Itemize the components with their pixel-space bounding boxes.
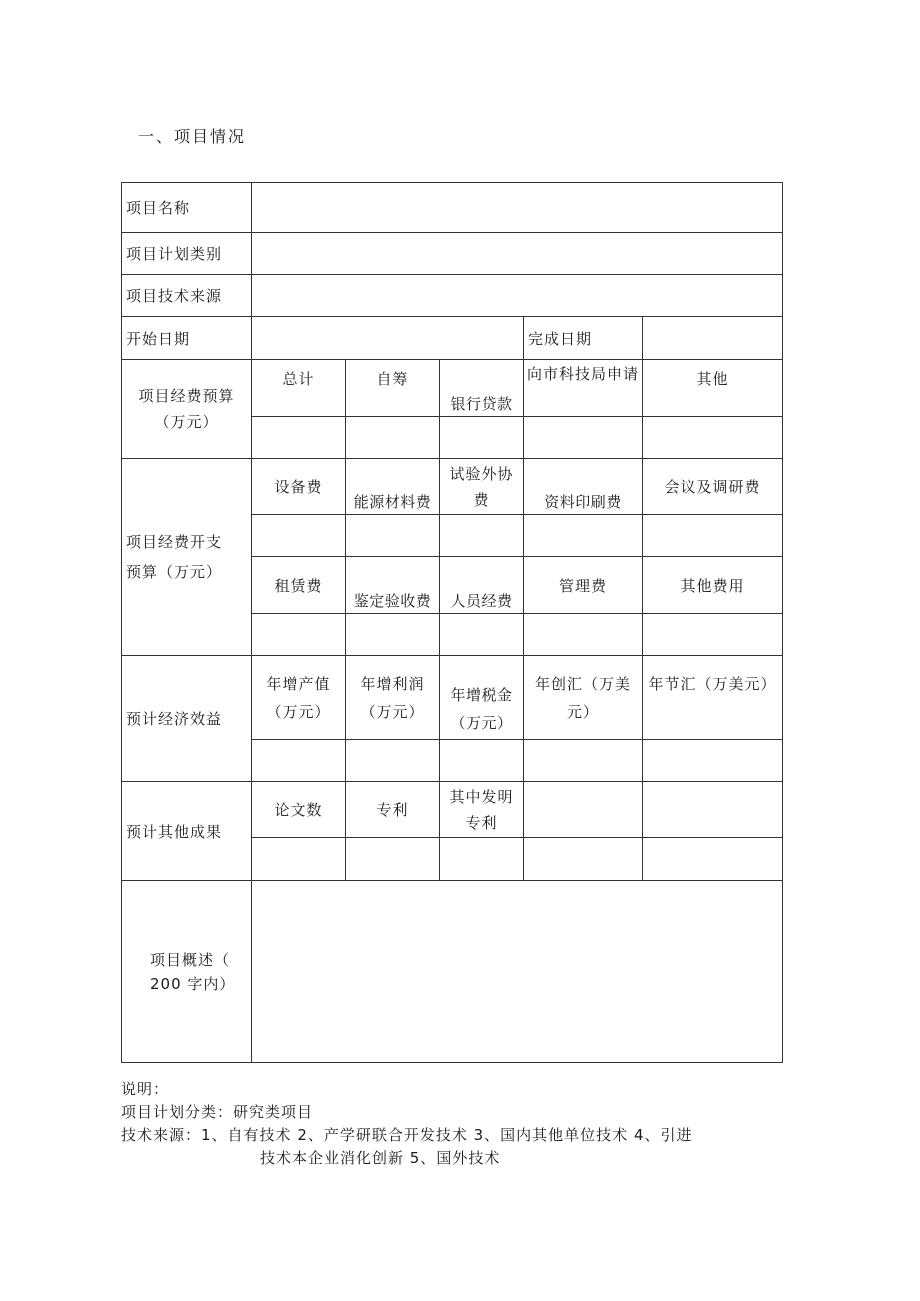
expense-header-meeting: 会议及调研费: [643, 459, 783, 515]
notes-plan-category: 项目计划分类：研究类项目: [121, 1103, 314, 1121]
overview-field[interactable]: [252, 881, 783, 1063]
economic-value-cell[interactable]: [643, 740, 783, 782]
economic-value-cell[interactable]: [346, 740, 440, 782]
notes-tech-source-continued: 技术本企业消化创新 5、国外技术: [260, 1149, 501, 1167]
end-date-label: 完成日期: [524, 317, 643, 360]
economic-label: 预计经济效益: [122, 656, 252, 782]
expense-header-management: 管理费: [524, 557, 643, 614]
other-results-header-papers: 论文数: [252, 782, 346, 838]
other-results-blank-cell: [524, 782, 643, 838]
expense-header-personnel: 人员经费: [440, 557, 524, 614]
expense-value-cell[interactable]: [252, 515, 346, 557]
budget-header-self: 自筹: [346, 360, 440, 417]
economic-header-profit: 年增利润（万元）: [346, 656, 440, 740]
budget-label: 项目经费预算 （万元）: [122, 360, 252, 459]
budget-header-other: 其他: [643, 360, 783, 417]
economic-header-fx-earned: 年创汇（万美元）: [524, 656, 643, 740]
budget-value-cell[interactable]: [440, 417, 524, 459]
project-name-field[interactable]: [252, 183, 783, 233]
notes-block: [121, 1078, 692, 1170]
expense-value-cell[interactable]: [524, 515, 643, 557]
expense-header-energy-material: 能源材料费: [346, 459, 440, 515]
budget-value-cell[interactable]: [346, 417, 440, 459]
budget-header-bank-loan: 银行贷款: [440, 360, 524, 417]
tech-source-label: 项目技术来源: [122, 275, 252, 317]
project-info-table: [121, 182, 783, 1063]
expense-header-printing: 资料印刷费: [524, 459, 643, 515]
economic-header-fx-saved: 年节汇（万美元）: [643, 656, 783, 740]
plan-category-field[interactable]: [252, 233, 783, 275]
overview-label: 项目概述（ 200 字内）: [122, 881, 252, 1063]
other-results-value-cell[interactable]: [440, 838, 524, 881]
section-title: 一、项目情况: [138, 127, 247, 146]
tech-source-field[interactable]: [252, 275, 783, 317]
end-date-field[interactable]: [643, 317, 783, 360]
expense-header-outsourced-test: 试验外协费: [440, 459, 524, 515]
start-date-field[interactable]: [252, 317, 524, 360]
project-name-label: 项目名称: [122, 183, 252, 233]
expense-header-appraisal: 鉴定验收费: [346, 557, 440, 614]
expense-value-cell[interactable]: [440, 614, 524, 656]
economic-header-tax: 年增税金（万元）: [440, 656, 524, 740]
economic-value-cell[interactable]: [440, 740, 524, 782]
expense-value-cell[interactable]: [346, 515, 440, 557]
economic-header-output: 年增产值（万元）: [252, 656, 346, 740]
expense-label: 项目经费开支 预算（万元）: [122, 459, 252, 656]
budget-value-cell[interactable]: [252, 417, 346, 459]
expense-header-rent: 租赁费: [252, 557, 346, 614]
expense-value-cell[interactable]: [643, 515, 783, 557]
expense-value-cell[interactable]: [346, 614, 440, 656]
notes-title: 说明：: [121, 1080, 170, 1098]
expense-value-cell[interactable]: [524, 614, 643, 656]
other-results-header-invention-patents: 其中发明专利: [440, 782, 524, 838]
other-results-header-patents: 专利: [346, 782, 440, 838]
expense-value-cell[interactable]: [643, 614, 783, 656]
other-results-value-cell[interactable]: [524, 838, 643, 881]
budget-value-cell[interactable]: [643, 417, 783, 459]
notes-tech-source: 技术来源：1、自有技术 2、产学研联合开发技术 3、国内其他单位技术 4、引进: [121, 1126, 693, 1144]
other-results-value-cell[interactable]: [346, 838, 440, 881]
economic-value-cell[interactable]: [252, 740, 346, 782]
start-date-label: 开始日期: [122, 317, 252, 360]
other-results-label: 预计其他成果: [122, 782, 252, 881]
other-results-blank-cell: [643, 782, 783, 838]
budget-value-cell[interactable]: [524, 417, 643, 459]
expense-header-equipment: 设备费: [252, 459, 346, 515]
other-results-value-cell[interactable]: [643, 838, 783, 881]
plan-category-label: 项目计划类别: [122, 233, 252, 275]
economic-value-cell[interactable]: [524, 740, 643, 782]
budget-header-total: 总计: [252, 360, 346, 417]
expense-value-cell[interactable]: [252, 614, 346, 656]
other-results-value-cell[interactable]: [252, 838, 346, 881]
expense-value-cell[interactable]: [440, 515, 524, 557]
expense-header-other: 其他费用: [643, 557, 783, 614]
budget-header-city-bureau: 向市科技局申请: [524, 360, 643, 417]
